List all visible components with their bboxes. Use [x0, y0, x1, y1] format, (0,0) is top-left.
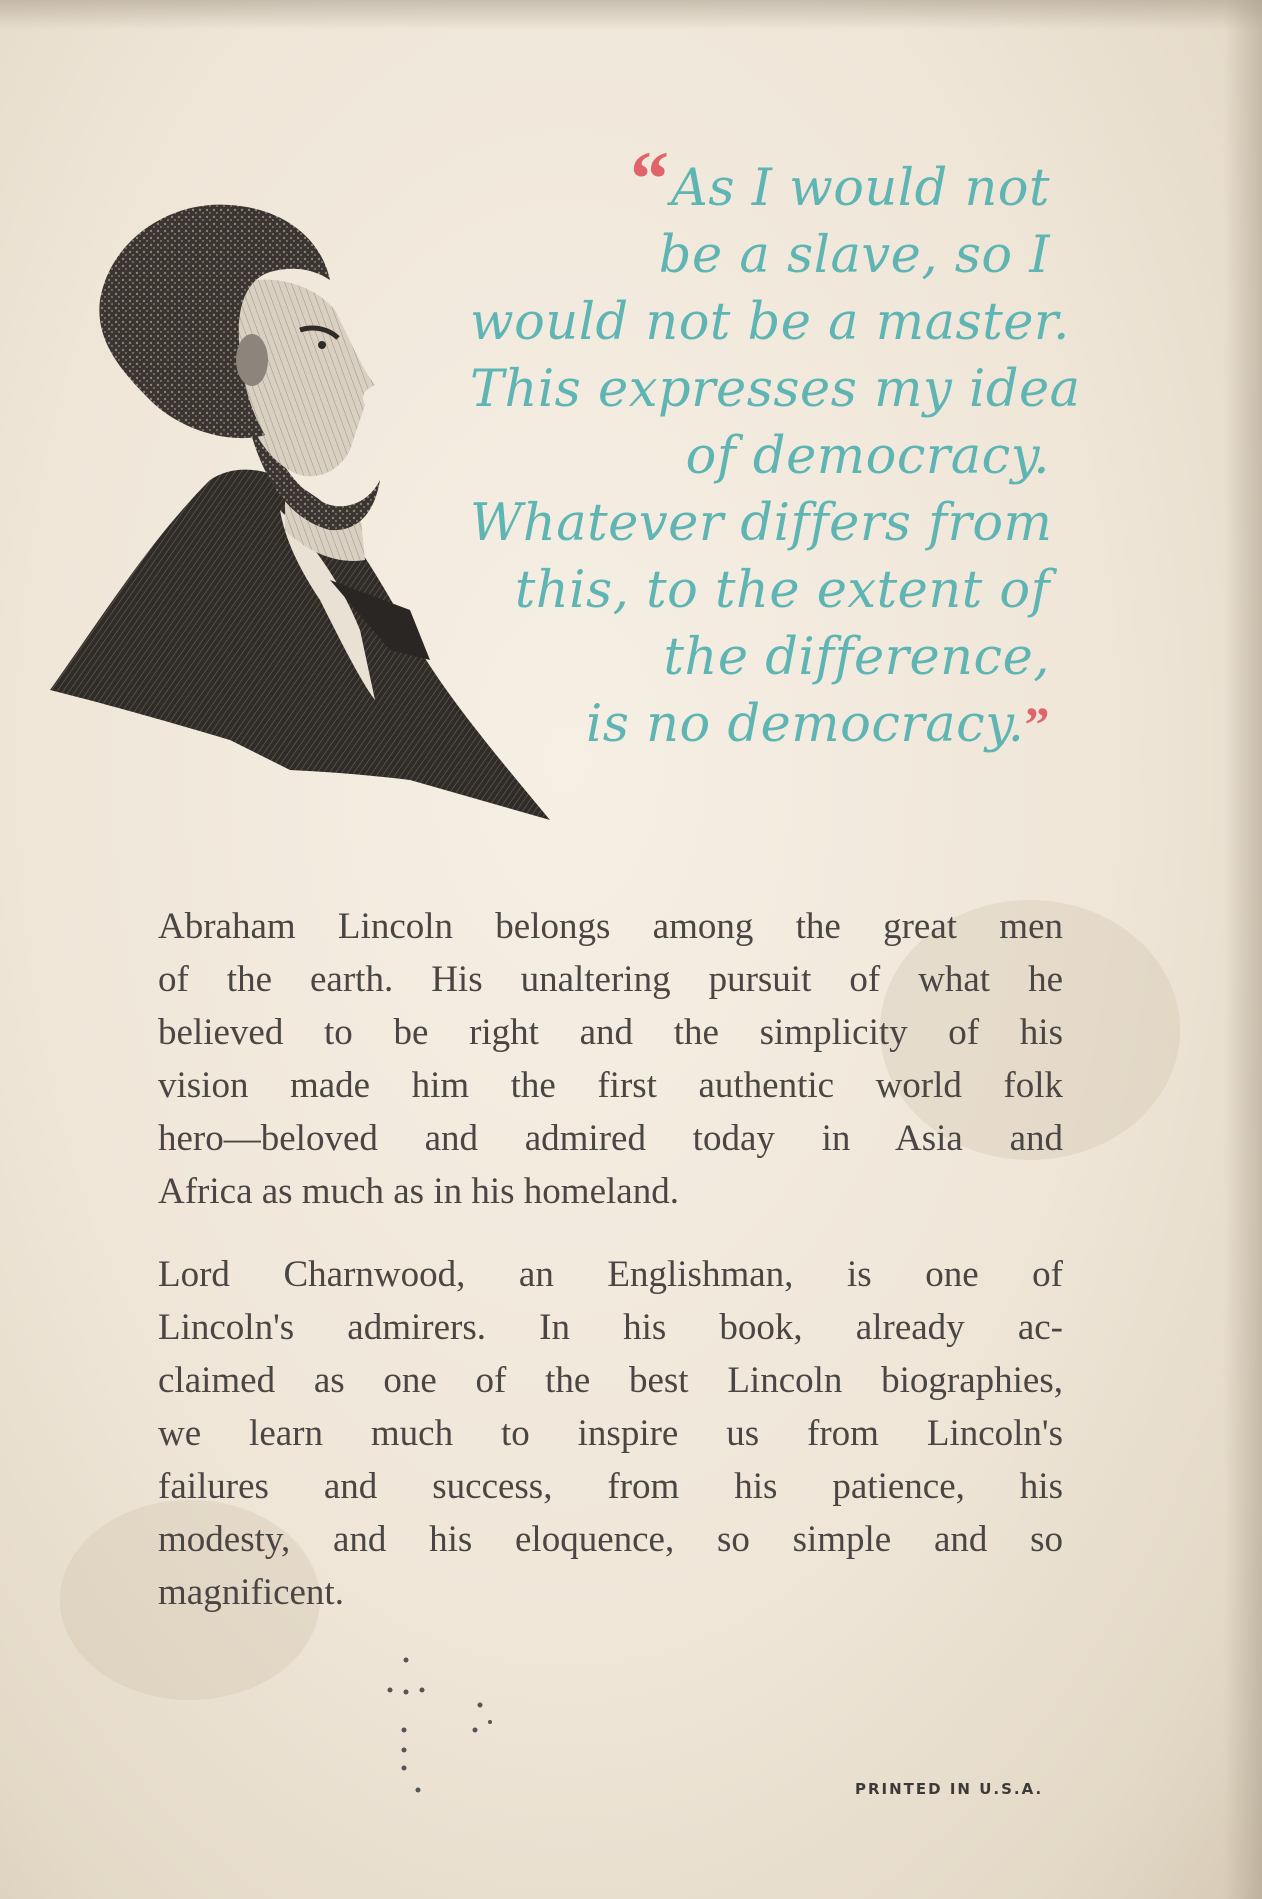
description-paragraph-1 — [158, 900, 1063, 1218]
paragraph-line: magnificent. — [158, 1572, 344, 1613]
paragraph-line: Africa as much as in his homeland. — [158, 1171, 679, 1212]
paragraph-line: claimed as one of the best Lincoln biographies, — [158, 1360, 1063, 1401]
quote-open-mark: “ — [630, 135, 669, 222]
description-paragraph-2 — [158, 1248, 1063, 1619]
quote-line: would not be a master. — [470, 293, 1070, 352]
quote-line: the difference, — [663, 628, 1050, 687]
paragraph-line: hero—beloved and admired today in Asia and — [158, 1118, 1063, 1159]
quote-line: of democracy. — [685, 427, 1050, 486]
cover-spine-edge — [1224, 0, 1262, 1899]
lincoln-quote — [470, 155, 1081, 758]
paragraph-line: vision made him the first authentic world folk — [158, 1065, 1063, 1106]
paragraph-line: we learn much to inspire us from Lincoln's — [158, 1413, 1063, 1454]
paragraph-line: believed to be right and the simplicity of his — [158, 1012, 1063, 1053]
quote-line: is no democracy. — [585, 695, 1025, 754]
paragraph-line: Abraham Lincoln belongs among the great men — [158, 906, 1063, 947]
quote-line-last — [470, 691, 1050, 758]
quote-line: be a slave, so I — [658, 226, 1050, 285]
decorative-dots-icon — [380, 1650, 500, 1810]
quote-line: As I would not — [671, 159, 1050, 218]
paragraph-line: Lincoln's admirers. In his book, already ac- — [158, 1307, 1063, 1348]
paragraph-line: Lord Charnwood, an Englishman, is one of — [158, 1254, 1063, 1295]
paragraph-line: of the earth. His unaltering pursuit of what he — [158, 959, 1063, 1000]
paragraph-line: failures and success, from his patience, his — [158, 1466, 1063, 1507]
cover-top-wear — [0, 0, 1262, 30]
quote-line: this, to the extent of — [514, 561, 1050, 620]
printed-in-usa-label: PRINTED IN U.S.A. — [855, 1780, 1044, 1798]
quote-line: This expresses my idea — [470, 360, 1081, 419]
quote-close-mark: ” — [1024, 696, 1050, 752]
quote-line: Whatever differs from — [470, 494, 1053, 553]
paragraph-line: modesty, and his eloquence, so simple and so — [158, 1519, 1063, 1560]
